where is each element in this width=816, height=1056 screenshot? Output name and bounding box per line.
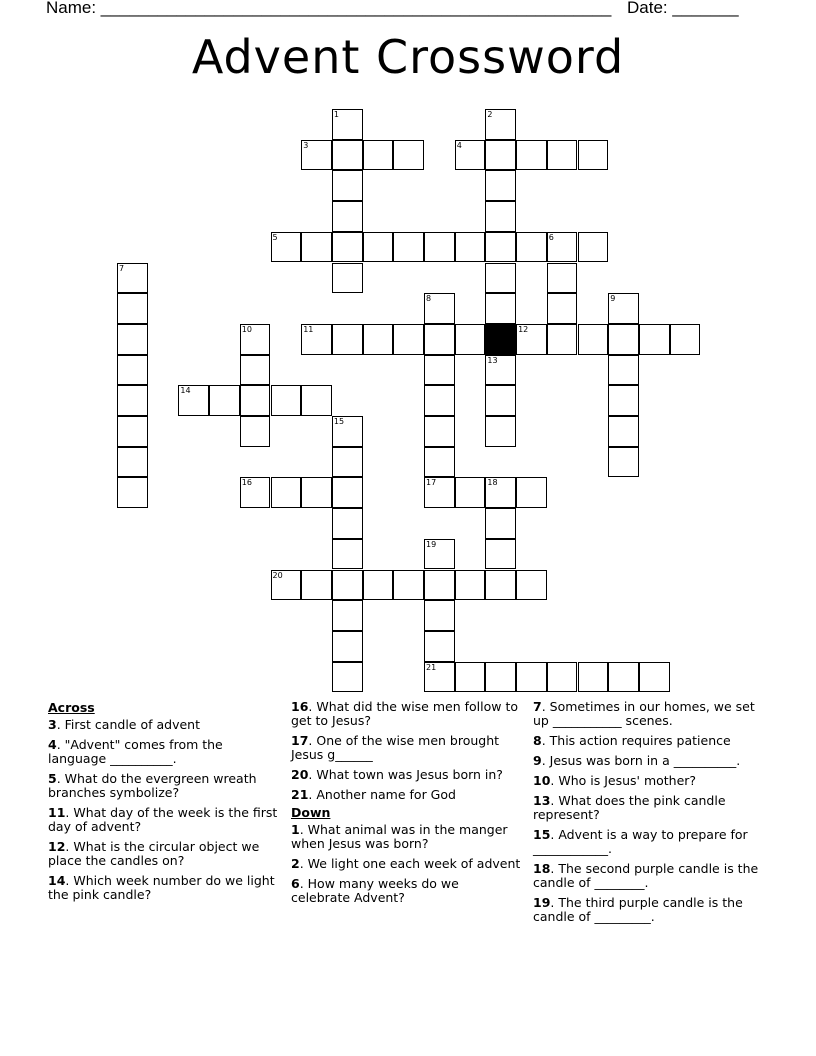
- clue-text: . First candle of advent: [56, 717, 200, 732]
- crossword-cell[interactable]: [301, 477, 332, 508]
- crossword-cell[interactable]: [424, 662, 455, 693]
- crossword-cell[interactable]: [455, 140, 486, 171]
- clue-item: [48, 806, 278, 834]
- crossword-cell[interactable]: [424, 416, 455, 447]
- crossword-cell[interactable]: [608, 355, 639, 386]
- crossword-cell[interactable]: [240, 324, 271, 355]
- clue-column-2: [291, 700, 521, 911]
- clue-num: 18: [533, 861, 551, 876]
- clue-text: . The second purple candle is the candle of ________.: [533, 861, 759, 890]
- clue-number: 8: [426, 294, 432, 304]
- clue-number: 15: [333, 417, 345, 426]
- crossword-cell[interactable]: [485, 140, 516, 171]
- crossword-cell[interactable]: [608, 324, 639, 355]
- crossword-cell[interactable]: [485, 263, 516, 294]
- crossword-cell[interactable]: [485, 416, 516, 447]
- crossword-cell[interactable]: [332, 539, 363, 570]
- down-clue-list-continued: [533, 700, 763, 924]
- crossword-cell[interactable]: [332, 140, 363, 171]
- clue-number: 18: [487, 478, 498, 488]
- clue-num: 8: [533, 733, 542, 748]
- crossword-cell[interactable]: [547, 324, 578, 355]
- crossword-cell[interactable]: [485, 170, 516, 201]
- crossword-cell[interactable]: [485, 539, 516, 570]
- crossword-cell[interactable]: [455, 662, 486, 693]
- crossword-cell[interactable]: [393, 324, 424, 355]
- crossword-cell[interactable]: [332, 600, 363, 631]
- clue-item: [533, 862, 763, 890]
- clue-item: [291, 857, 521, 871]
- clue-num: 4: [48, 737, 57, 752]
- clue-number: 9: [610, 294, 616, 304]
- crossword-cell[interactable]: [455, 232, 486, 263]
- clue-text: . Another name for God: [308, 787, 456, 802]
- crossword-cell[interactable]: [485, 201, 516, 232]
- clue-number: 7: [119, 263, 125, 273]
- crossword-cell[interactable]: [424, 600, 455, 631]
- crossword-cell[interactable]: [363, 232, 394, 263]
- clue-number: 14: [180, 386, 191, 396]
- clue-item: [533, 896, 763, 924]
- clue-number: 20: [272, 570, 283, 580]
- crossword-cell[interactable]: [578, 324, 609, 355]
- crossword-cell[interactable]: [393, 570, 424, 601]
- crossword-cell[interactable]: [424, 631, 455, 662]
- crossword-cell[interactable]: [578, 662, 609, 693]
- across-clue-list: [48, 718, 278, 902]
- clue-text: . What is the circular object we place the candles on?: [48, 839, 260, 868]
- crossword-cell[interactable]: [424, 447, 455, 478]
- crossword-cell[interactable]: [301, 324, 332, 355]
- clue-text: . Jesus was born in a __________.: [541, 753, 741, 768]
- clue-column-3: [533, 700, 763, 930]
- clue-item: [533, 700, 763, 728]
- clue-item: [533, 774, 763, 788]
- crossword-cell[interactable]: [455, 477, 486, 508]
- clue-num: 13: [533, 793, 551, 808]
- clue-text: . "Advent" comes from the language __________.: [48, 737, 223, 766]
- clue-number: 11: [303, 324, 314, 334]
- crossword-cell[interactable]: [332, 170, 363, 201]
- crossword-cell[interactable]: [516, 662, 547, 693]
- down-heading: Down: [291, 805, 331, 820]
- clue-number: 5: [272, 232, 278, 242]
- clue-number: 12: [518, 324, 529, 334]
- clue-number: 3: [303, 140, 309, 150]
- crossword-cell[interactable]: [485, 508, 516, 539]
- crossword-cell[interactable]: [393, 140, 424, 171]
- clue-item: [533, 754, 763, 768]
- crossword-cell[interactable]: [424, 232, 455, 263]
- crossword-cell[interactable]: [547, 263, 578, 294]
- crossword-cell[interactable]: [240, 355, 271, 386]
- crossword-cell[interactable]: [485, 355, 516, 386]
- name-field-label[interactable]: Name: ______________________________________________________: [46, 0, 612, 17]
- crossword-cell[interactable]: [117, 263, 148, 294]
- clue-text: . This action requires patience: [541, 733, 731, 748]
- crossword-cell[interactable]: [424, 293, 455, 324]
- clue-num: 12: [48, 839, 66, 854]
- crossword-cell[interactable]: [332, 662, 363, 693]
- crossword-cell[interactable]: [608, 447, 639, 478]
- clue-num: 19: [533, 895, 551, 910]
- clue-text: . What day of the week is the first day of advent?: [48, 805, 278, 834]
- clue-item: [533, 734, 763, 748]
- clue-num: 11: [48, 805, 66, 820]
- crossword-cell[interactable]: [332, 109, 363, 140]
- clue-text: . The third purple candle is the candle of _________.: [533, 895, 743, 924]
- clue-text: . What town was Jesus born in?: [308, 767, 503, 782]
- clue-num: 1: [291, 822, 300, 837]
- across-heading: Across: [48, 700, 95, 715]
- crossword-cell[interactable]: [485, 477, 516, 508]
- clue-num: 5: [48, 771, 57, 786]
- crossword-cell[interactable]: [240, 416, 271, 447]
- crossword-cell[interactable]: [332, 263, 363, 294]
- clue-item: [291, 734, 521, 762]
- crossword-cell[interactable]: [516, 324, 547, 355]
- crossword-cell[interactable]: [608, 293, 639, 324]
- clue-num: 10: [533, 773, 551, 788]
- clue-text: . What animal was in the manger when Jesus was born?: [291, 822, 508, 851]
- crossword-cell[interactable]: [485, 109, 516, 140]
- crossword-cell[interactable]: [332, 416, 363, 447]
- crossword-cell[interactable]: [424, 570, 455, 601]
- crossword-cell[interactable]: [670, 324, 701, 355]
- clue-item: [291, 788, 521, 802]
- clue-num: 3: [48, 717, 57, 732]
- crossword-cell[interactable]: [332, 631, 363, 662]
- clue-item: [291, 768, 521, 782]
- clue-number: 16: [241, 478, 252, 488]
- crossword-cell[interactable]: [332, 508, 363, 539]
- clue-num: 16: [291, 699, 309, 714]
- crossword-cell[interactable]: [424, 324, 455, 355]
- crossword-cell[interactable]: [485, 232, 516, 263]
- clue-num: 9: [533, 753, 542, 768]
- clue-number: 2: [487, 110, 493, 119]
- clue-text: . How many weeks do we celebrate Advent?: [291, 876, 459, 905]
- crossword-cell[interactable]: [271, 570, 302, 601]
- crossword-cell[interactable]: [516, 232, 547, 263]
- crossword-cell[interactable]: [117, 293, 148, 324]
- clue-text: . Who is Jesus' mother?: [550, 773, 697, 788]
- clue-item: [48, 772, 278, 800]
- clue-num: 21: [291, 787, 309, 802]
- crossword-cell[interactable]: [332, 324, 363, 355]
- crossword-cell[interactable]: [485, 570, 516, 601]
- clue-num: 2: [291, 856, 300, 871]
- clue-number: 10: [241, 324, 252, 334]
- clue-num: 15: [533, 827, 551, 842]
- crossword-cell[interactable]: [455, 570, 486, 601]
- crossword-cell[interactable]: [608, 662, 639, 693]
- page-title: Advent Crossword: [191, 30, 625, 84]
- clue-text: . Sometimes in our homes, we set up ___________ scenes.: [533, 699, 755, 728]
- crossword-cell[interactable]: [332, 447, 363, 478]
- clue-text: . One of the wise men brought Jesus g______: [291, 733, 500, 762]
- crossword-cell[interactable]: [424, 477, 455, 508]
- clue-item: [291, 877, 521, 905]
- crossword-cell[interactable]: [271, 477, 302, 508]
- crossword-cell[interactable]: [516, 140, 547, 171]
- crossword-cell[interactable]: [301, 140, 332, 171]
- crossword-cell[interactable]: [639, 662, 670, 693]
- crossword-cell[interactable]: [117, 355, 148, 386]
- crossword-cell[interactable]: [363, 324, 394, 355]
- crossword-cell[interactable]: [332, 477, 363, 508]
- clue-number: 19: [426, 539, 437, 549]
- clue-number: 6: [548, 232, 554, 242]
- crossword-cell[interactable]: [547, 293, 578, 324]
- crossword-cell[interactable]: [117, 447, 148, 478]
- clue-number: 21: [426, 662, 437, 672]
- clue-text: . Advent is a way to prepare for ____________.: [533, 827, 748, 856]
- crossword-cell[interactable]: [485, 385, 516, 416]
- crossword-cell[interactable]: [271, 385, 302, 416]
- crossword-cell[interactable]: [240, 385, 271, 416]
- clue-num: 14: [48, 873, 66, 888]
- crossword-cell[interactable]: [578, 140, 609, 171]
- crossword-cell[interactable]: [424, 355, 455, 386]
- crossword-cell[interactable]: [301, 570, 332, 601]
- crossword-cell[interactable]: [639, 324, 670, 355]
- crossword-cell[interactable]: [271, 232, 302, 263]
- clue-item: [48, 840, 278, 868]
- clue-text: . What does the pink candle represent?: [533, 793, 726, 822]
- crossword-cell[interactable]: [547, 140, 578, 171]
- black-cell: [485, 324, 516, 355]
- date-field-label[interactable]: Date: _______: [627, 0, 739, 17]
- crossword-cell[interactable]: [117, 416, 148, 447]
- crossword-cell[interactable]: [424, 385, 455, 416]
- crossword-cell[interactable]: [178, 385, 209, 416]
- crossword-cell[interactable]: [608, 385, 639, 416]
- clue-item: [48, 874, 278, 902]
- clue-text: . We light one each week of advent: [299, 856, 521, 871]
- clue-num: 17: [291, 733, 309, 748]
- crossword-cell[interactable]: [209, 385, 240, 416]
- clue-number: 17: [426, 478, 437, 488]
- crossword-cell[interactable]: [578, 232, 609, 263]
- down-clue-list: [291, 823, 521, 905]
- across-clue-list-continued: [291, 700, 521, 802]
- crossword-cell[interactable]: [485, 662, 516, 693]
- crossword-cell[interactable]: [332, 232, 363, 263]
- crossword-cell[interactable]: [455, 324, 486, 355]
- clue-item: [291, 700, 521, 728]
- crossword-cell[interactable]: [547, 662, 578, 693]
- crossword-cell[interactable]: [301, 232, 332, 263]
- clue-num: 6: [291, 876, 300, 891]
- crossword-cell[interactable]: [117, 324, 148, 355]
- clue-number: 4: [456, 140, 462, 150]
- crossword-cell[interactable]: [393, 232, 424, 263]
- crossword-cell[interactable]: [117, 385, 148, 416]
- clue-num: 7: [533, 699, 542, 714]
- crossword-cell[interactable]: [363, 570, 394, 601]
- clue-column-1: [48, 700, 278, 908]
- crossword-cell[interactable]: [117, 477, 148, 508]
- clue-number: 13: [487, 355, 498, 365]
- crossword-cell[interactable]: [332, 201, 363, 232]
- crossword-cell[interactable]: [516, 477, 547, 508]
- crossword-cell[interactable]: [424, 539, 455, 570]
- clue-item: [48, 718, 278, 732]
- crossword-cell[interactable]: [547, 232, 578, 263]
- clue-item: [533, 828, 763, 856]
- crossword-cell[interactable]: [485, 293, 516, 324]
- crossword-cell[interactable]: [608, 416, 639, 447]
- clue-item: [291, 823, 521, 851]
- clue-item: [533, 794, 763, 822]
- crossword-cell[interactable]: [332, 570, 363, 601]
- crossword-cell[interactable]: [240, 477, 271, 508]
- crossword-cell[interactable]: [363, 140, 394, 171]
- crossword-cell[interactable]: [516, 570, 547, 601]
- clue-num: 20: [291, 767, 309, 782]
- clue-text: . Which week number do we light the pink candle?: [48, 873, 275, 902]
- crossword-cell[interactable]: [301, 385, 332, 416]
- clue-text: . What did the wise men follow to get to Jesus?: [291, 699, 518, 728]
- clue-text: . What do the evergreen wreath branches symbolize?: [48, 771, 257, 800]
- clue-item: [48, 738, 278, 766]
- clue-number: 1: [333, 110, 339, 119]
